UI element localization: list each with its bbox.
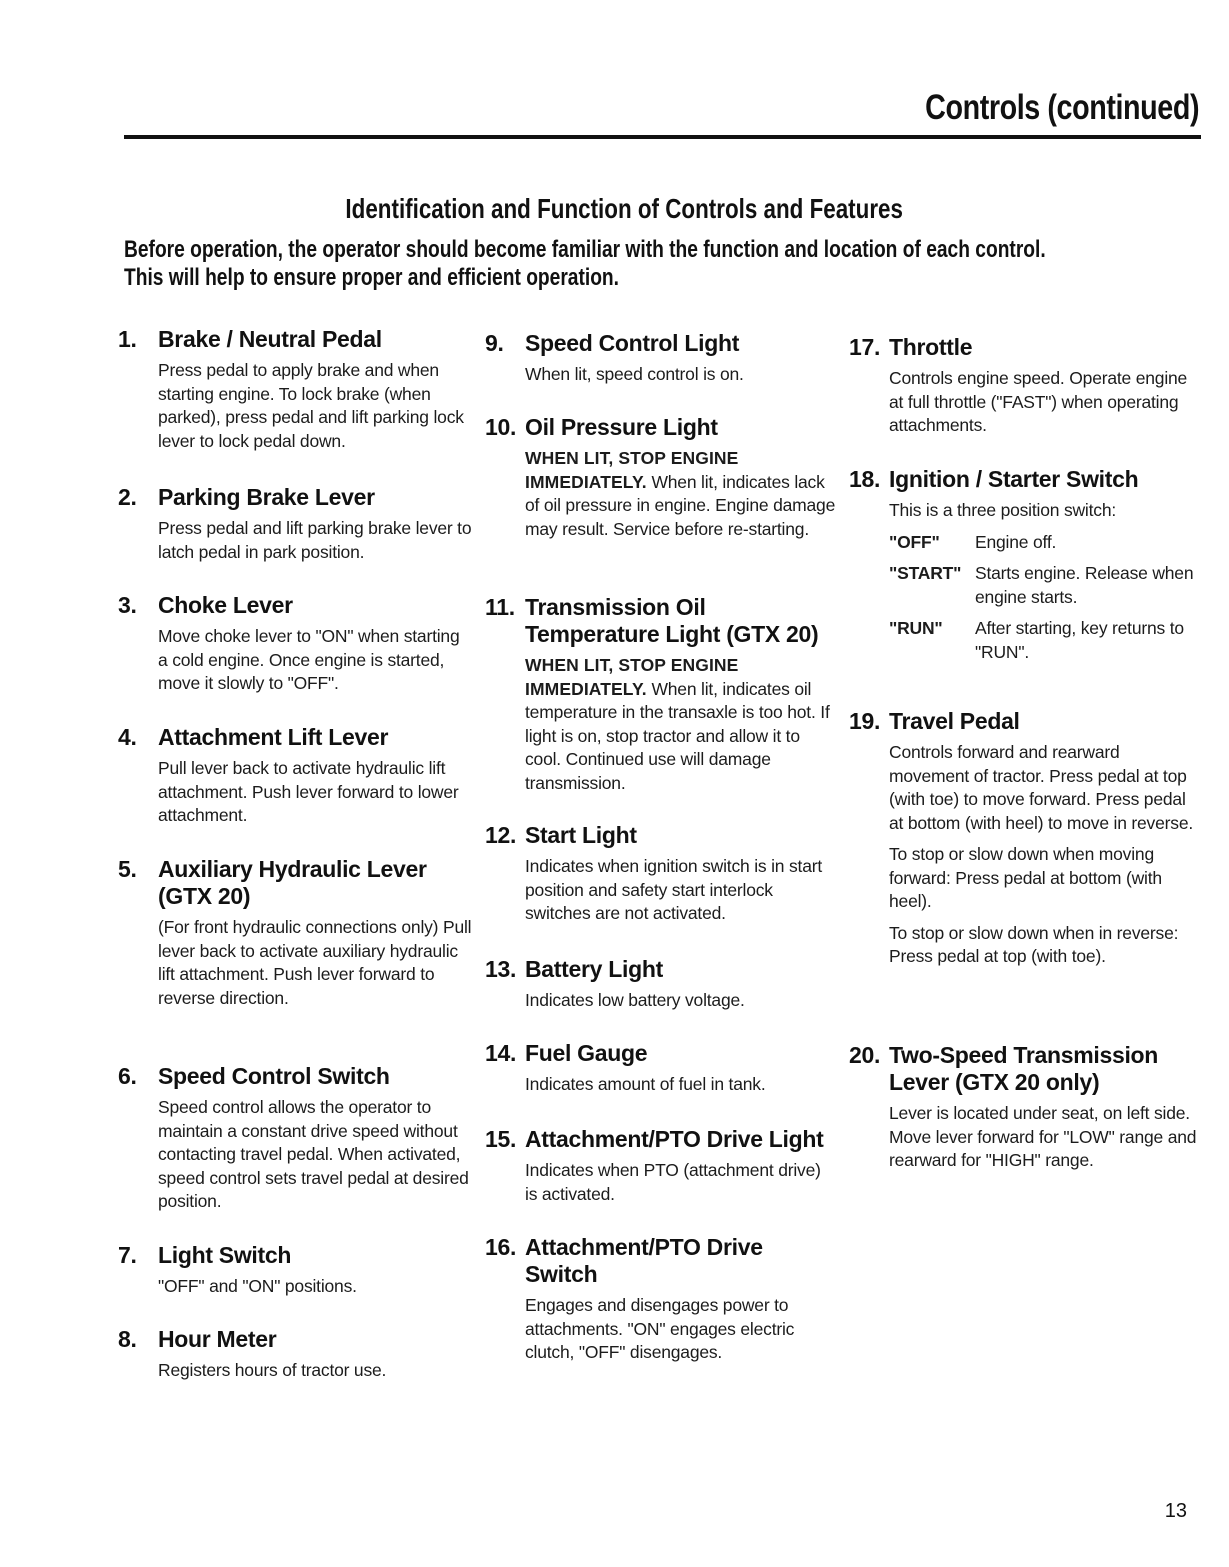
control-item-light-switch: [118, 1242, 473, 1307]
item-description: Engages and disengages power to attachments. "ON" engages electric clutch, "OFF" disengages.: [525, 1295, 795, 1362]
item-description: Indicates low battery voltage.: [525, 990, 745, 1010]
control-item-attachment-pto-drive-switch: [485, 1234, 837, 1373]
control-item-auxiliary-hydraulic-lever: [118, 856, 473, 1018]
intro-text: [124, 236, 1046, 292]
item-title: Auxiliary Hydraulic Lever (GTX 20): [158, 856, 427, 909]
item-number: 15.: [485, 1126, 517, 1152]
item-description: Controls engine speed. Operate engine at full throttle ("FAST") when operating attachments.: [889, 368, 1188, 435]
control-item-oil-pressure-light: [485, 414, 837, 549]
item-description: Press pedal and lift parking brake lever to latch pedal in park position.: [158, 518, 472, 562]
item-title: Attachment Lift Lever: [158, 724, 389, 750]
heading-rule: [124, 135, 1201, 139]
item-description: Pull lever back to activate hydraulic lift attachment. Push lever forward to lower attachment.: [158, 758, 459, 825]
item-description: This is a three position switch:: [889, 500, 1117, 520]
item-number: 9.: [485, 330, 504, 356]
control-item-attachment-pto-drive-light: [485, 1126, 837, 1214]
item-number: 11.: [485, 594, 515, 620]
switch-position-label: "START": [889, 563, 962, 583]
item-number: 6.: [118, 1063, 137, 1089]
item-description: Registers hours of tractor use.: [158, 1360, 387, 1380]
control-item-throttle: [849, 334, 1199, 446]
item-number: 13.: [485, 956, 517, 982]
item-title: Brake / Neutral Pedal: [158, 326, 382, 352]
item-description: Lever is located under seat, on left side. Move lever forward for "LOW" range and rearward for "HIGH" range.: [889, 1103, 1197, 1170]
control-item-fuel-gauge: [485, 1040, 837, 1105]
item-title: Transmission Oil Temperature Light (GTX 20): [525, 594, 819, 647]
item-description: When lit, speed control is on.: [525, 364, 744, 384]
item-number: 3.: [118, 592, 137, 618]
control-item-start-light: [485, 822, 837, 934]
item-title: Throttle: [889, 334, 973, 360]
item-title: Parking Brake Lever: [158, 484, 375, 510]
control-item-speed-control-light: [485, 330, 837, 395]
intro-line-1: Before operation, the operator should become familiar with the function and location of each control.: [124, 236, 1046, 263]
control-item-hour-meter: [118, 1326, 473, 1391]
item-description: Indicates when ignition switch is in start position and safety start interlock switches are not activated.: [525, 856, 823, 923]
item-number: 18.: [849, 466, 881, 492]
control-item-parking-brake-lever: [118, 484, 473, 572]
switch-position-row: [889, 531, 1199, 555]
control-item-battery-light: [485, 956, 837, 1021]
item-description: Controls forward and rearward movement of tractor. Press pedal at top (with toe) to move forward. Press pedal at bottom (with heel) to move in reverse.: [889, 742, 1194, 833]
item-number: 19.: [849, 708, 881, 734]
item-description: Move choke lever to "ON" when starting a cold engine. Once engine is started, move it slowly to "OFF".: [158, 626, 460, 693]
item-description: (For front hydraulic connections only) Pull lever back to activate auxiliary hydraulic lift attachment. Push lever forward to reverse direction.: [158, 917, 472, 1008]
warning-text: WHEN LIT, STOP ENGINE IMMEDIATELY.: [525, 448, 739, 492]
item-number: 14.: [485, 1040, 517, 1066]
control-item-transmission-oil-temperature-light: [485, 594, 837, 803]
item-description: Indicates amount of fuel in tank.: [525, 1074, 766, 1094]
switch-position-label: "OFF": [889, 531, 940, 552]
item-title: Attachment/PTO Drive Light: [525, 1126, 824, 1152]
item-title: Two-Speed Transmission Lever (GTX 20 only): [889, 1042, 1159, 1095]
control-item-brake-neutral-pedal: [118, 326, 473, 461]
switch-position-description: Starts engine. Release when engine starts.: [975, 563, 1194, 607]
page-number: 13: [1164, 1500, 1187, 1522]
item-description: Indicates when PTO (attachment drive) is activated.: [525, 1160, 821, 1204]
item-description-text: When lit, indicates oil temperature in the transaxle is too hot. If light is on, stop tractor and allow it to cool. Continued use will damage transmission.: [525, 678, 830, 793]
control-item-choke-lever: [118, 592, 473, 704]
item-description-text: When lit, indicates lack of oil pressure in engine. Engine damage may result. Service before re-starting.: [525, 471, 836, 539]
control-item-travel-pedal: [849, 708, 1199, 977]
item-title: Fuel Gauge: [525, 1040, 648, 1066]
item-number: 20.: [849, 1042, 881, 1068]
switch-position-description: After starting, key returns to "RUN".: [975, 618, 1184, 662]
item-title: Battery Light: [525, 956, 663, 982]
switch-position-row: [889, 562, 1199, 609]
item-number: 16.: [485, 1234, 517, 1260]
item-description: "OFF" and "ON" positions.: [158, 1276, 357, 1296]
warning-text: WHEN LIT, STOP ENGINE IMMEDIATELY.: [525, 655, 739, 699]
item-number: 5.: [118, 856, 137, 882]
item-number: 17.: [849, 334, 881, 360]
item-description: Speed control allows the operator to maintain a constant drive speed without contacting travel pedal. When activated, speed control sets travel pedal at desired position.: [158, 1097, 469, 1211]
control-item-speed-control-switch: [118, 1063, 473, 1222]
item-number: 12.: [485, 822, 517, 848]
item-number: 1.: [118, 326, 137, 352]
switch-positions-table: [889, 531, 1199, 665]
item-title: Oil Pressure Light: [525, 414, 718, 440]
item-description-forward-stop: To stop or slow down when moving forward: Press pedal at bottom (with heel).: [889, 844, 1162, 911]
item-title: Light Switch: [158, 1242, 292, 1268]
item-number: 10.: [485, 414, 517, 440]
control-item-two-speed-transmission-lever: [849, 1042, 1199, 1181]
switch-position-label: "RUN": [889, 618, 943, 638]
item-description: Press pedal to apply brake and when starting engine. To lock brake (when parked), press pedal and lift parking lock lever to lock pedal down.: [158, 360, 464, 451]
item-number: 4.: [118, 724, 137, 750]
control-item-attachment-lift-lever: [118, 724, 473, 836]
item-description: [525, 447, 837, 541]
item-number: 8.: [118, 1326, 137, 1352]
item-title: Ignition / Starter Switch: [889, 466, 1139, 492]
control-item-ignition-starter-switch: [849, 466, 1199, 672]
switch-position-row: [889, 617, 1199, 664]
section-title: Identification and Function of Controls and Features: [345, 193, 903, 224]
item-description-reverse-stop: To stop or slow down when in reverse: Press pedal at top (with toe).: [889, 922, 1179, 966]
item-number: 7.: [118, 1242, 137, 1268]
intro-line-2: This will help to ensure proper and efficient operation.: [124, 264, 619, 291]
item-title: Choke Lever: [158, 592, 293, 618]
item-title: Start Light: [525, 822, 637, 848]
item-title: Speed Control Light: [525, 330, 740, 356]
item-title: Speed Control Switch: [158, 1063, 390, 1089]
switch-position-description: Engine off.: [975, 531, 1057, 552]
item-title: Hour Meter: [158, 1326, 277, 1352]
item-description: [525, 654, 837, 795]
page-title: Controls (continued): [925, 88, 1199, 127]
item-title: Travel Pedal: [889, 708, 1020, 734]
item-title: Attachment/PTO Drive Switch: [525, 1234, 763, 1287]
item-number: 2.: [118, 484, 137, 510]
